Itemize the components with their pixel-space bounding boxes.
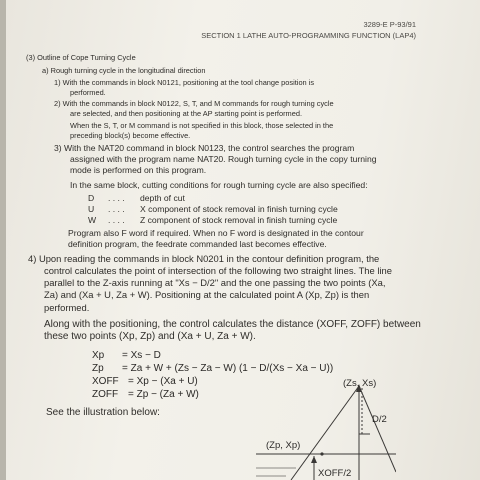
label-zp-xp: (Zp, Xp): [266, 440, 301, 451]
condition-w-dots: . . . .: [108, 215, 125, 225]
item3-line4: In the same block, cutting conditions for rough turning cycle are also specified:: [70, 180, 368, 190]
item3-line3: mode is performed on this program.: [70, 165, 207, 175]
label-zs-xs: (Zs, Xs): [343, 378, 377, 389]
item3-line1: 3) With the NAT20 command in block N0123, the control searches the program: [54, 143, 355, 153]
distance-text-line1: Along with the positioning, the control calculates the distance (XOFF, ZOFF) between: [44, 319, 421, 330]
item3-line2: assigned with the program name NAT20. Rough turning cycle in the copy turning: [70, 154, 377, 164]
item1-line2: performed.: [70, 88, 106, 97]
condition-w-symbol: W: [88, 215, 97, 225]
condition-u-dots: . . . .: [108, 204, 125, 214]
equation-xp-lhs: Xp: [92, 350, 105, 361]
section-heading: (3) Outline of Cope Turning Cycle: [26, 53, 136, 62]
item2-line1: 2) With the commands in block N0122, S, T, and M commands for rough turning cycle: [54, 99, 334, 108]
condition-u-symbol: U: [88, 204, 95, 214]
equation-xp-rhs: = Xs − D: [122, 350, 161, 361]
equation-xoff-lhs: XOFF: [92, 376, 119, 387]
point-a-marker: [320, 452, 323, 455]
condition-d-dots: . . . .: [108, 193, 125, 203]
equation-zp-lhs: Zp: [92, 363, 104, 374]
item2-line2: are selected, and then positioning at the AP starting point is performed.: [70, 109, 302, 118]
document-page: [6, 0, 480, 480]
illustration-caption: See the illustration below:: [46, 407, 160, 418]
condition-d-symbol: D: [88, 193, 95, 203]
label-d-half: D/2: [372, 414, 387, 425]
item4-line2: control calculates the point of intersection of the following two straight lines. The line: [44, 265, 392, 276]
item1-line1: 1) With the commands in block N0121, positioning at the tool change position is: [54, 78, 315, 87]
item3-tail-line2: definition program, the feedrate commanded last becomes effective.: [68, 239, 327, 249]
equation-xoff-rhs: = Xp − (Xa + U): [128, 376, 198, 387]
equation-zoff-lhs: ZOFF: [92, 389, 119, 400]
contour-line-left: [291, 386, 359, 480]
xoff-arrowhead: [311, 456, 317, 463]
item4-line5: performed.: [44, 302, 90, 313]
distance-text-line2: these two points (Xp, Zp) and (Xa + U, Za + W).: [44, 331, 256, 342]
section-title: SECTION 1 LATHE AUTO-PROGRAMMING FUNCTION (LAP4): [201, 31, 416, 40]
label-xoff-half: XOFF/2: [318, 468, 352, 479]
item4-line3: parallel to the Z-axis running at "Xs − D/2" and the one passing the two points (Xa,: [44, 277, 386, 288]
equation-zoff-rhs: = Zp − (Za + W): [128, 389, 199, 400]
doc-number: 3289-E P-93/91: [363, 20, 416, 29]
subsection-a-label: a) Rough turning cycle in the longitudinal direction: [42, 66, 206, 75]
condition-d-desc: depth of cut: [140, 193, 185, 203]
item3-tail-line1: Program also F word if required. When no F word is designated in the contour: [68, 228, 364, 238]
equation-zp-rhs: = Za + W + (Zs − Za − W) (1 − D/(Xs − Xa − U)): [122, 363, 334, 374]
item4-line4: Za) and (Xa + U, Za + W). Positioning at the calculated point A (Xp, Zp) is then: [44, 289, 370, 300]
item2-line3: When the S, T, or M command is not specified in this block, those selected in the: [70, 121, 334, 130]
condition-u-desc: X component of stock removal in finish turning cycle: [140, 204, 338, 214]
condition-w-desc: Z component of stock removal in finish turning cycle: [140, 215, 338, 225]
item4-line1: 4) Upon reading the commands in block N0201 in the contour definition program, the: [28, 253, 380, 264]
item2-line4: preceding block(s) become effective.: [70, 131, 191, 140]
contour-line-right: [359, 386, 396, 472]
